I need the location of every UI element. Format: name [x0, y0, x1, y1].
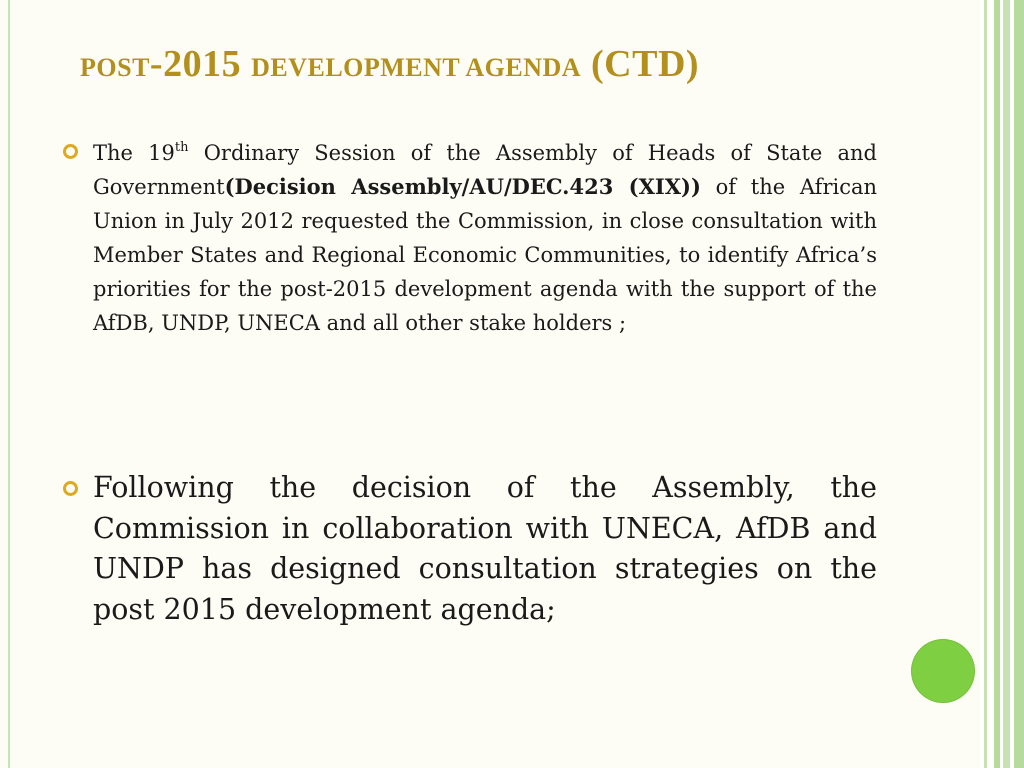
green-circle-decoration	[912, 640, 974, 702]
left-border	[0, 0, 10, 768]
bullet-marker-icon	[63, 481, 78, 496]
slide-title: POST-2015 DEVELOPMENT AGENDA (CTD)	[80, 43, 700, 85]
bullet-marker-icon	[63, 144, 78, 159]
right-decorative-stripes	[980, 0, 1024, 768]
bullet-text-1: The 19th Ordinary Session of the Assembly of Heads of State and Government(Decision Assembly/AU/DEC.423 (XIX)) of the African Union in July 2012 requested the Commission, in close consultation with Member States and Regional Economic Communities, to identify Africa’s priorities for the post-2015 development agenda with the support of the AfDB, UNDP, UNECA and all other stake holders ;	[93, 140, 878, 335]
bullet-text-2: Following the decision of the Assembly, the Commission in collaboration with UNECA, AfDB and UNDP has designed consultation strategies on the post 2015 development agenda;	[93, 471, 877, 626]
